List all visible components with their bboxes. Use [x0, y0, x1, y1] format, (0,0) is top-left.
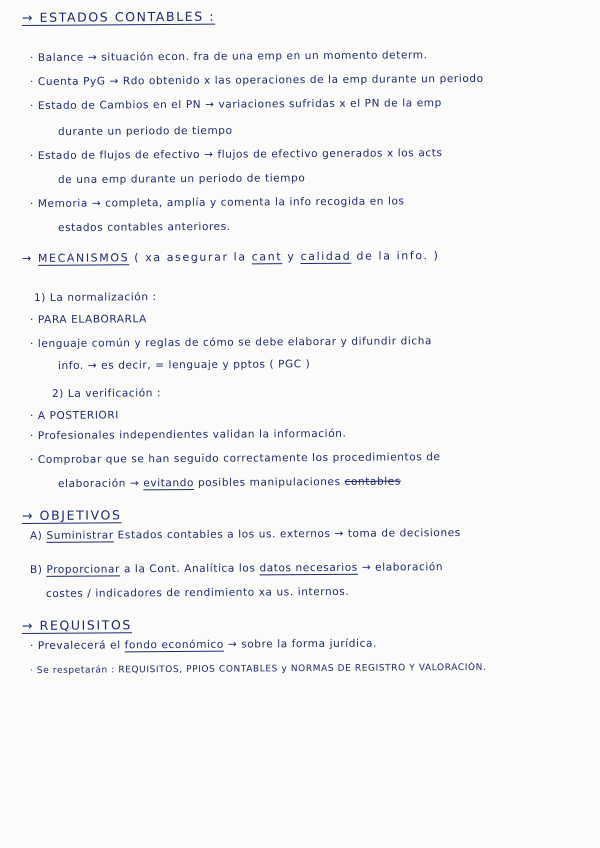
- text: A): [29, 529, 47, 542]
- underlined-word: Suministrar: [46, 529, 114, 542]
- note-line: [30, 526, 600, 542]
- text: de la info. ): [351, 249, 440, 263]
- struck-word: contables: [344, 475, 401, 488]
- underlined-word: Proporcionar: [46, 563, 121, 576]
- text: · Prevalecerá el: [29, 639, 125, 652]
- note-line: · Cuenta PyG → Rdo obtenido x las operaciones de la emp durante un periodo: [29, 72, 484, 88]
- underlined-word: evitando: [143, 477, 195, 490]
- requirements-heading: [22, 614, 600, 633]
- arrow: →: [21, 251, 38, 265]
- note-line: · Memoria → completa, amplía y comenta la info recogida en los: [29, 195, 405, 210]
- text: a la Cont. Analítica los: [119, 562, 260, 576]
- underlined-word: calidad: [300, 249, 352, 264]
- requirements-text: → REQUISITOS: [21, 617, 132, 633]
- note-line: [30, 560, 600, 576]
- note-line: info. → es decir, = lenguaje y pptos ( PGC ): [57, 358, 311, 372]
- note-line: 1) La normalización :: [33, 291, 157, 304]
- note-line: · Balance → situación econ. fra de una emp en un momento determ.: [29, 49, 428, 64]
- note-line: [58, 474, 600, 490]
- note-line: · Estado de Cambios en el PN → variaciones sufridas x el PN de la emp: [29, 97, 442, 112]
- note-line: [30, 636, 600, 652]
- underlined-word: fondo económico: [124, 638, 224, 652]
- note-line: · PARA ELABORARLA: [29, 313, 147, 326]
- mechanisms-word: MECANISMOS: [37, 251, 130, 265]
- title-text: → ESTADOS CONTABLES :: [21, 8, 216, 25]
- objectives-heading: [22, 504, 600, 523]
- mechanisms-heading: [22, 248, 600, 265]
- note-line: · Profesionales independientes validan la información.: [29, 427, 347, 442]
- note-line: · A POSTERIORI: [29, 409, 120, 422]
- text: posibles manipulaciones: [193, 475, 345, 490]
- note-line: · lenguaje común y reglas de cómo se debe elaborar y difundir dicha: [29, 335, 433, 350]
- underlined-word: datos necesarios: [259, 561, 358, 575]
- text: → elaboración: [357, 561, 444, 574]
- text: y: [282, 250, 301, 264]
- note-line: estados contables anteriores.: [57, 220, 231, 234]
- note-line: de una emp durante un periodo de tiempo: [57, 172, 306, 186]
- note-line: · Estado de flujos de efectivo → flujos de efectivo generados x los acts: [29, 147, 443, 162]
- note-line: durante un periodo de tiempo: [57, 124, 233, 138]
- note-line: · Se respetarán : REQUISITOS, PPIOS CONTABLES y NORMAS DE REGISTRO Y VALORACIÓN.: [29, 662, 487, 676]
- note-line: costes / indicadores de rendimiento xa us. internos.: [45, 585, 350, 600]
- text: B): [29, 563, 47, 576]
- underlined-word: cant: [251, 250, 283, 264]
- objectives-text: → OBJETIVOS: [21, 507, 122, 523]
- note-line: 2) La verificación :: [51, 387, 162, 400]
- text: Estados contables a los us. externos → toma de decisiones: [113, 526, 461, 542]
- text: → sobre la forma jurídica.: [223, 637, 377, 651]
- note-line: · Comprobar que se han seguido correctamente los procedimientos de: [29, 451, 441, 466]
- text: elaboración →: [57, 477, 144, 490]
- title: [22, 6, 600, 25]
- text: ( xa asegurar la: [129, 250, 252, 265]
